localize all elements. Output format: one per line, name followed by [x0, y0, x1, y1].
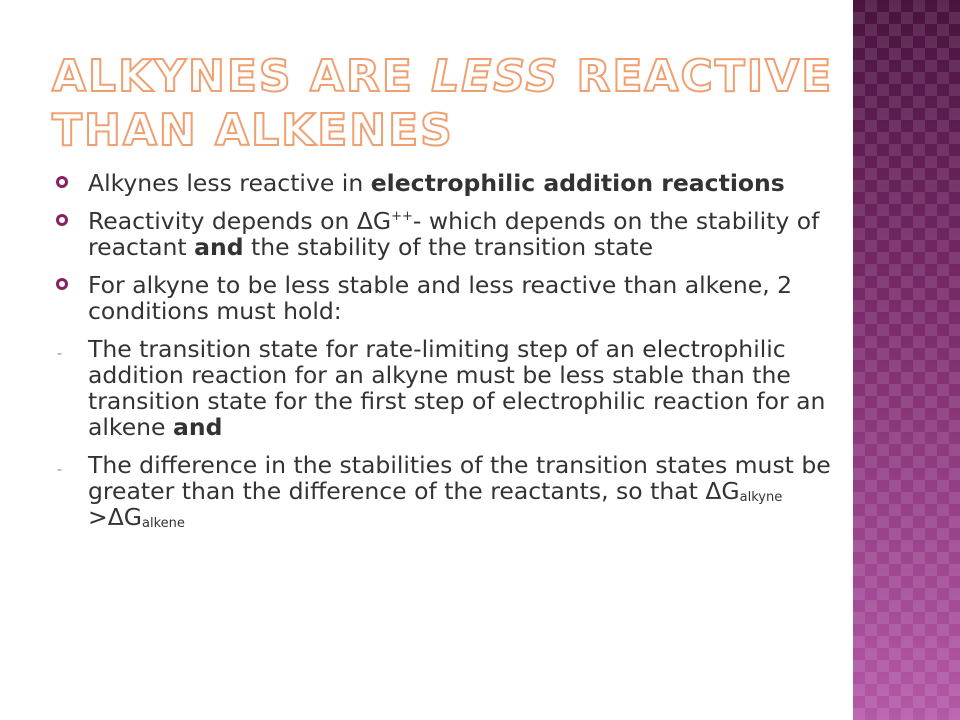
dash-marker: -: [57, 346, 63, 362]
list-item-text: the stability of the transition state: [243, 233, 654, 261]
title-emphasis: LESS: [431, 51, 560, 102]
list-item: [55, 272, 845, 324]
bullet-icon: [56, 176, 68, 188]
list-item-text: and: [172, 413, 223, 441]
list-item-text: The transition state for rate-limiting step of an electrophilic addition reaction for an alkyne must be less stable than the transition state for the first step of electrophilic reaction for an alkene: [88, 335, 826, 441]
list-item-text: Reactivity depends on ΔG: [88, 207, 392, 235]
list-item-text: electrophilic addition reactions: [370, 169, 785, 197]
list-item-text: For alkyne to be less stable and less reactive than alkene, 2 conditions must hold:: [88, 271, 793, 325]
list-item: [55, 170, 845, 196]
sub-list-item: [55, 452, 845, 530]
slide-title: [52, 50, 842, 158]
list-item: [55, 208, 845, 260]
list-item-text: >ΔG: [88, 503, 142, 531]
dash-marker: -: [57, 462, 63, 478]
bullet-icon: [56, 278, 68, 290]
list-item-text: - which depends on the stability of reactant: [88, 207, 820, 261]
list-item-text: alkyne: [739, 490, 783, 505]
list-item-text: and: [194, 233, 244, 261]
sub-list-item: [55, 336, 845, 440]
decorative-side-panel: [853, 0, 960, 720]
list-item-text: alkene: [141, 516, 185, 531]
title-part-1: ALKYNES ARE: [52, 51, 432, 102]
bullet-list: [55, 170, 845, 542]
bullet-icon: [56, 214, 68, 226]
list-item-text: Alkynes less reactive in: [88, 169, 371, 197]
list-item-text: The difference in the stabilities of the transition states must be greater than the difference of the reactants, so that ΔG: [88, 451, 831, 505]
list-item-text: ++: [391, 209, 413, 225]
title-part-3: REACTIVE THAN ALKENES: [52, 51, 834, 156]
